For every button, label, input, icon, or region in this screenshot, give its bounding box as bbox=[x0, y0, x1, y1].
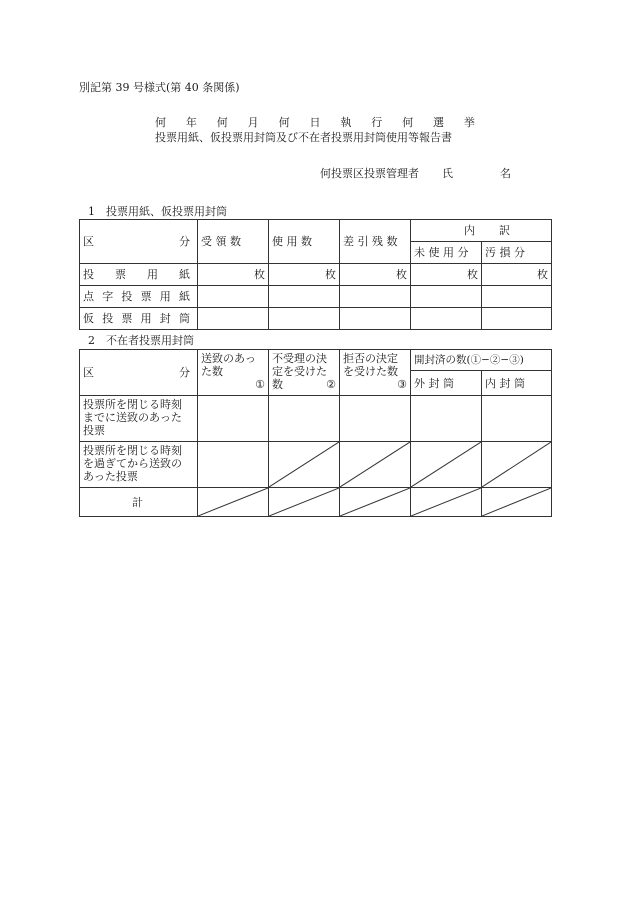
empty-cell bbox=[269, 286, 340, 308]
row-label-char: 筒 bbox=[178, 312, 190, 325]
row-label bbox=[80, 264, 198, 286]
header-char: 内 bbox=[464, 224, 475, 237]
row-label-char: 票 bbox=[115, 268, 126, 281]
row-label-char: 点 bbox=[83, 290, 94, 303]
name-label-mei: 名 bbox=[500, 167, 511, 180]
crossed-out-cell bbox=[482, 488, 552, 517]
form-reference: 別記第 39 号様式(第 40 条関係) bbox=[79, 81, 240, 94]
empty-cell bbox=[198, 442, 269, 488]
title-char: 執 bbox=[340, 116, 352, 129]
row-label bbox=[80, 396, 198, 442]
diagonal-line bbox=[269, 488, 339, 516]
col-unused: 未 使 用 分 bbox=[411, 242, 482, 264]
title-char: 年 bbox=[185, 116, 197, 129]
title-char: 何 bbox=[155, 116, 166, 129]
table2-header-row bbox=[80, 350, 552, 371]
crossed-out-cell bbox=[482, 442, 552, 488]
header-number: ② bbox=[326, 378, 336, 391]
diagonal-line bbox=[482, 442, 551, 487]
col-sent bbox=[198, 350, 269, 396]
header-line: 拒否の決定 bbox=[343, 352, 398, 365]
header-line: 送致のあっ bbox=[201, 352, 256, 365]
row-label-char: 紙 bbox=[178, 290, 190, 303]
row-label-char: 字 bbox=[102, 290, 114, 303]
ballot-paper-table bbox=[79, 219, 552, 330]
empty-cell bbox=[198, 308, 269, 330]
empty-cell bbox=[482, 396, 552, 442]
report-title-line1 bbox=[155, 116, 475, 130]
title-char: 日 bbox=[309, 116, 321, 129]
diagonal-line bbox=[340, 488, 410, 516]
header-char: 区 bbox=[83, 235, 94, 248]
row-label-line: 投票所を閉じる時刻 bbox=[83, 398, 182, 411]
row-label-char: 投 bbox=[83, 268, 94, 281]
col-received: 受 領 数 bbox=[198, 220, 269, 264]
title-char: 挙 bbox=[463, 116, 475, 129]
title-char: 月 bbox=[247, 116, 259, 129]
empty-cell bbox=[198, 396, 269, 442]
row-label-char: 票 bbox=[121, 312, 133, 325]
diagonal-line bbox=[198, 488, 268, 516]
row-label-char: 票 bbox=[140, 290, 152, 303]
name-label-shi: 氏 bbox=[442, 167, 453, 180]
col-opened: 開封済の数(①−②−③) bbox=[411, 350, 552, 371]
row-label bbox=[80, 442, 198, 488]
table-row bbox=[80, 308, 552, 330]
header-line: 定を受けた bbox=[272, 365, 327, 378]
crossed-out-cell bbox=[198, 488, 269, 517]
row-label-char: 用 bbox=[147, 268, 158, 281]
empty-cell bbox=[482, 286, 552, 308]
title-char: 何 bbox=[216, 116, 228, 129]
col-breakdown bbox=[411, 220, 552, 242]
header-number: ① bbox=[255, 378, 265, 391]
row-label-char: 紙 bbox=[179, 268, 190, 281]
col-category bbox=[80, 350, 198, 396]
row-label-char: 用 bbox=[140, 312, 152, 325]
diagonal-line bbox=[411, 442, 481, 487]
crossed-out-cell bbox=[340, 488, 411, 517]
unit-cell: 枚 bbox=[198, 264, 269, 286]
manager-label: 何投票区投票管理者 bbox=[320, 167, 419, 180]
row-label bbox=[80, 308, 198, 330]
header-line: た数 bbox=[201, 365, 223, 378]
title-char: 行 bbox=[371, 116, 383, 129]
diagonal-line bbox=[411, 488, 481, 516]
header-line: 数 bbox=[272, 378, 283, 391]
empty-cell bbox=[340, 286, 411, 308]
table-row bbox=[80, 264, 552, 286]
header-number: ③ bbox=[397, 378, 407, 391]
header-char: 区 bbox=[83, 366, 94, 379]
section1-heading: 1 投票用紙、仮投票用封筒 bbox=[88, 205, 227, 218]
crossed-out-cell bbox=[340, 442, 411, 488]
row-label-char: 投 bbox=[121, 290, 133, 303]
diagonal-line bbox=[340, 442, 410, 487]
unit-cell: 枚 bbox=[411, 264, 482, 286]
header-line: を受けた数 bbox=[343, 365, 398, 378]
row-label-line: あった投票 bbox=[83, 470, 138, 483]
empty-cell bbox=[411, 286, 482, 308]
empty-cell bbox=[482, 308, 552, 330]
col-used: 使 用 数 bbox=[269, 220, 340, 264]
diagonal-line bbox=[269, 442, 339, 487]
unit-cell: 枚 bbox=[269, 264, 340, 286]
empty-cell bbox=[411, 396, 482, 442]
table-row bbox=[80, 488, 552, 517]
header-line: 不受理の決 bbox=[272, 352, 327, 365]
empty-cell bbox=[340, 308, 411, 330]
table-row bbox=[80, 286, 552, 308]
crossed-out-cell bbox=[411, 488, 482, 517]
empty-cell bbox=[269, 308, 340, 330]
crossed-out-cell bbox=[269, 442, 340, 488]
report-title-line2: 投票用紙、仮投票用封筒及び不在者投票用封筒使用等報告書 bbox=[155, 131, 452, 144]
table1-header-row bbox=[80, 220, 552, 242]
col-inner-envelope: 内 封 筒 bbox=[482, 371, 552, 396]
empty-cell bbox=[411, 308, 482, 330]
unit-cell: 枚 bbox=[340, 264, 411, 286]
row-label bbox=[80, 286, 198, 308]
row-label-line: を過ぎてから送致の bbox=[83, 457, 182, 470]
unit-cell: 枚 bbox=[482, 264, 552, 286]
row-label-char: 封 bbox=[159, 312, 171, 325]
header-char: 分 bbox=[179, 235, 190, 248]
table-row bbox=[80, 396, 552, 442]
col-refused bbox=[340, 350, 411, 396]
col-balance: 差 引 残 数 bbox=[340, 220, 411, 264]
row-label-line: までに送致のあった bbox=[83, 411, 182, 424]
row-label-char: 用 bbox=[159, 290, 171, 303]
diagonal-line bbox=[482, 488, 551, 516]
table-row bbox=[80, 442, 552, 488]
col-category bbox=[80, 220, 198, 264]
total-label: 計 bbox=[80, 488, 198, 517]
title-char: 何 bbox=[402, 116, 414, 129]
header-char: 訳 bbox=[499, 224, 510, 237]
crossed-out-cell bbox=[269, 488, 340, 517]
empty-cell bbox=[269, 396, 340, 442]
col-damaged: 汚 損 分 bbox=[482, 242, 552, 264]
absentee-envelope-table bbox=[79, 349, 552, 517]
title-char: 何 bbox=[278, 116, 290, 129]
crossed-out-cell bbox=[411, 442, 482, 488]
title-char: 選 bbox=[433, 116, 445, 129]
col-rejected bbox=[269, 350, 340, 396]
row-label-line: 投票所を閉じる時刻 bbox=[83, 444, 182, 457]
section2-heading: 2 不在者投票用封筒 bbox=[88, 334, 194, 347]
row-label-char: 仮 bbox=[83, 312, 94, 325]
header-char: 分 bbox=[179, 366, 190, 379]
row-label-line: 投票 bbox=[83, 424, 105, 437]
col-outer-envelope: 外 封 筒 bbox=[411, 371, 482, 396]
row-label-char: 投 bbox=[102, 312, 114, 325]
empty-cell bbox=[340, 396, 411, 442]
empty-cell bbox=[198, 286, 269, 308]
